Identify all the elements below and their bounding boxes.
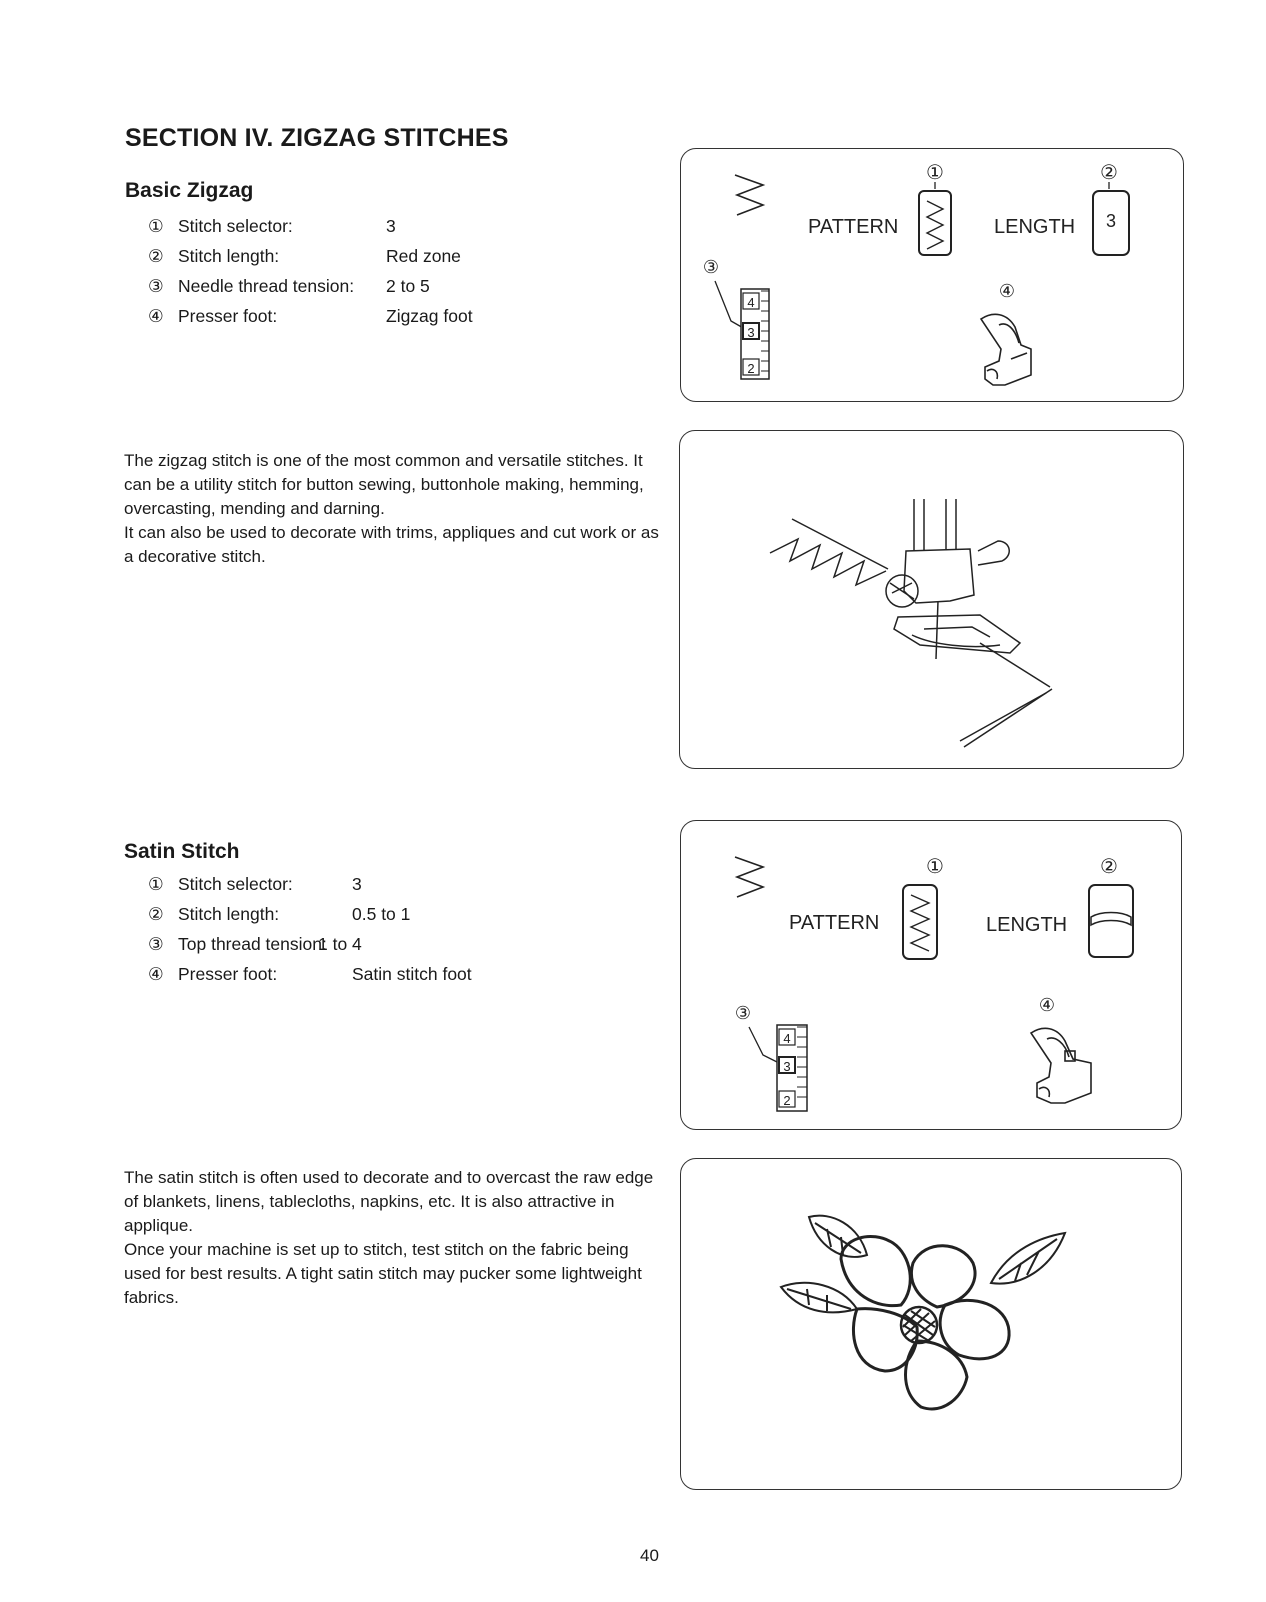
spec-row: [148, 271, 628, 301]
spec-label: Top thread tension:: [178, 934, 327, 954]
pattern-label: PATTERN: [808, 216, 899, 238]
zigzag-stitch-line: [770, 539, 886, 585]
description-paragraph: The zigzag stitch is one of the most common and versatile stitches. It can be a utility stitch for button sewing, buttonhole making, hemming, overcasting, mending and darning.: [124, 451, 644, 518]
zigzag-symbol-icon: [735, 175, 763, 215]
spec-value: 2 to 5: [386, 276, 430, 296]
spec-label: Stitch selector:: [178, 874, 293, 894]
basic-zigzag-spec-list: [148, 211, 628, 331]
tension-dial-icon: [777, 1025, 807, 1111]
callout-1: ①: [926, 162, 944, 184]
satin-symbol-icon: [735, 857, 763, 897]
spec-value: 3: [386, 216, 396, 236]
callout-number: ④: [148, 964, 164, 984]
tension-dial-icon: [741, 289, 769, 379]
callout-1: ①: [926, 856, 944, 878]
callout-number: ③: [148, 934, 164, 954]
spec-label: Stitch length:: [178, 246, 280, 266]
zigzag-settings-diagram: [680, 148, 1184, 402]
spec-row: [148, 869, 628, 899]
spec-value: Satin stitch foot: [352, 964, 472, 984]
callout-number: ④: [148, 306, 164, 326]
spec-label: Presser foot:: [178, 306, 278, 326]
spec-row: [148, 899, 628, 929]
callout-number: ③: [148, 276, 164, 296]
tension-mark: 2: [783, 1093, 791, 1108]
zigzag-foot-icon: [981, 314, 1031, 385]
tension-mark: 4: [783, 1031, 791, 1046]
satin-flower-illustration: [681, 1159, 1181, 1489]
pattern-label: PATTERN: [789, 912, 880, 934]
length-label: LENGTH: [986, 914, 1068, 936]
spec-row: [148, 301, 628, 331]
basic-zigzag-description: [124, 449, 664, 569]
satin-stitch-foot-icon: [1031, 1028, 1091, 1103]
zigzag-sewing-illustration: [680, 431, 1183, 768]
spec-label: Stitch length:: [178, 904, 280, 924]
satin-stitch-description: [124, 1166, 664, 1310]
tension-mark: 3: [747, 325, 755, 340]
spec-value: Red zone: [386, 246, 461, 266]
callout-number: ①: [148, 874, 164, 894]
tension-mark: 3: [783, 1059, 791, 1074]
spec-value: Zigzag foot: [386, 306, 473, 326]
callout-4: ④: [998, 281, 1016, 301]
satin-stitch-spec-list: [148, 869, 628, 989]
callout-3: ③: [734, 1003, 752, 1023]
spec-label: Needle thread tension:: [178, 276, 355, 296]
satin-settings-diagram: [680, 820, 1182, 1130]
page-number: 40: [640, 1546, 659, 1565]
callout-number: ①: [148, 216, 164, 236]
callout-2: ②: [1100, 856, 1118, 878]
callout-number: ②: [148, 904, 164, 924]
spec-value: 0.5 to 1: [352, 904, 411, 924]
zigzag-sewing-illustration-panel: [679, 430, 1184, 769]
callout-2: ②: [1100, 162, 1118, 184]
tension-mark: 2: [747, 361, 755, 376]
spec-label: Presser foot:: [178, 964, 278, 984]
pattern-dial-icon: [903, 885, 937, 959]
description-paragraph: Once your machine is set up to stitch, test stitch on the fabric being used for best results. A tight satin stitch may pucker some lightweight fabrics.: [124, 1240, 642, 1307]
satin-flower-illustration-panel: [680, 1158, 1182, 1490]
length-label: LENGTH: [994, 216, 1076, 238]
spec-row: [148, 929, 628, 959]
callout-3: ③: [702, 257, 720, 277]
satin-settings-illustration: [681, 821, 1181, 1129]
description-paragraph: It can also be used to decorate with trims, appliques and cut work or as a decorative stitch.: [124, 523, 659, 566]
callout-number: ②: [148, 246, 164, 266]
spec-row: [148, 241, 628, 271]
spec-value: 1 to 4: [318, 934, 362, 954]
spec-label: Stitch selector:: [178, 216, 293, 236]
length-dial-value: 3: [1105, 211, 1117, 231]
satin-stitch-heading: Satin Stitch: [124, 840, 240, 863]
spec-row: [148, 959, 628, 989]
zigzag-settings-illustration: [681, 149, 1183, 401]
spec-value: 3: [352, 874, 362, 894]
callout-4: ④: [1038, 995, 1056, 1015]
tension-mark: 4: [747, 295, 755, 310]
spec-row: [148, 211, 628, 241]
page-title: SECTION IV. ZIGZAG STITCHES: [125, 124, 509, 152]
basic-zigzag-heading: Basic Zigzag: [125, 179, 254, 202]
description-paragraph: The satin stitch is often used to decorate and to overcast the raw edge of blankets, linens, tablecloths, napkins, etc. It is also attractive in applique.: [124, 1168, 654, 1235]
